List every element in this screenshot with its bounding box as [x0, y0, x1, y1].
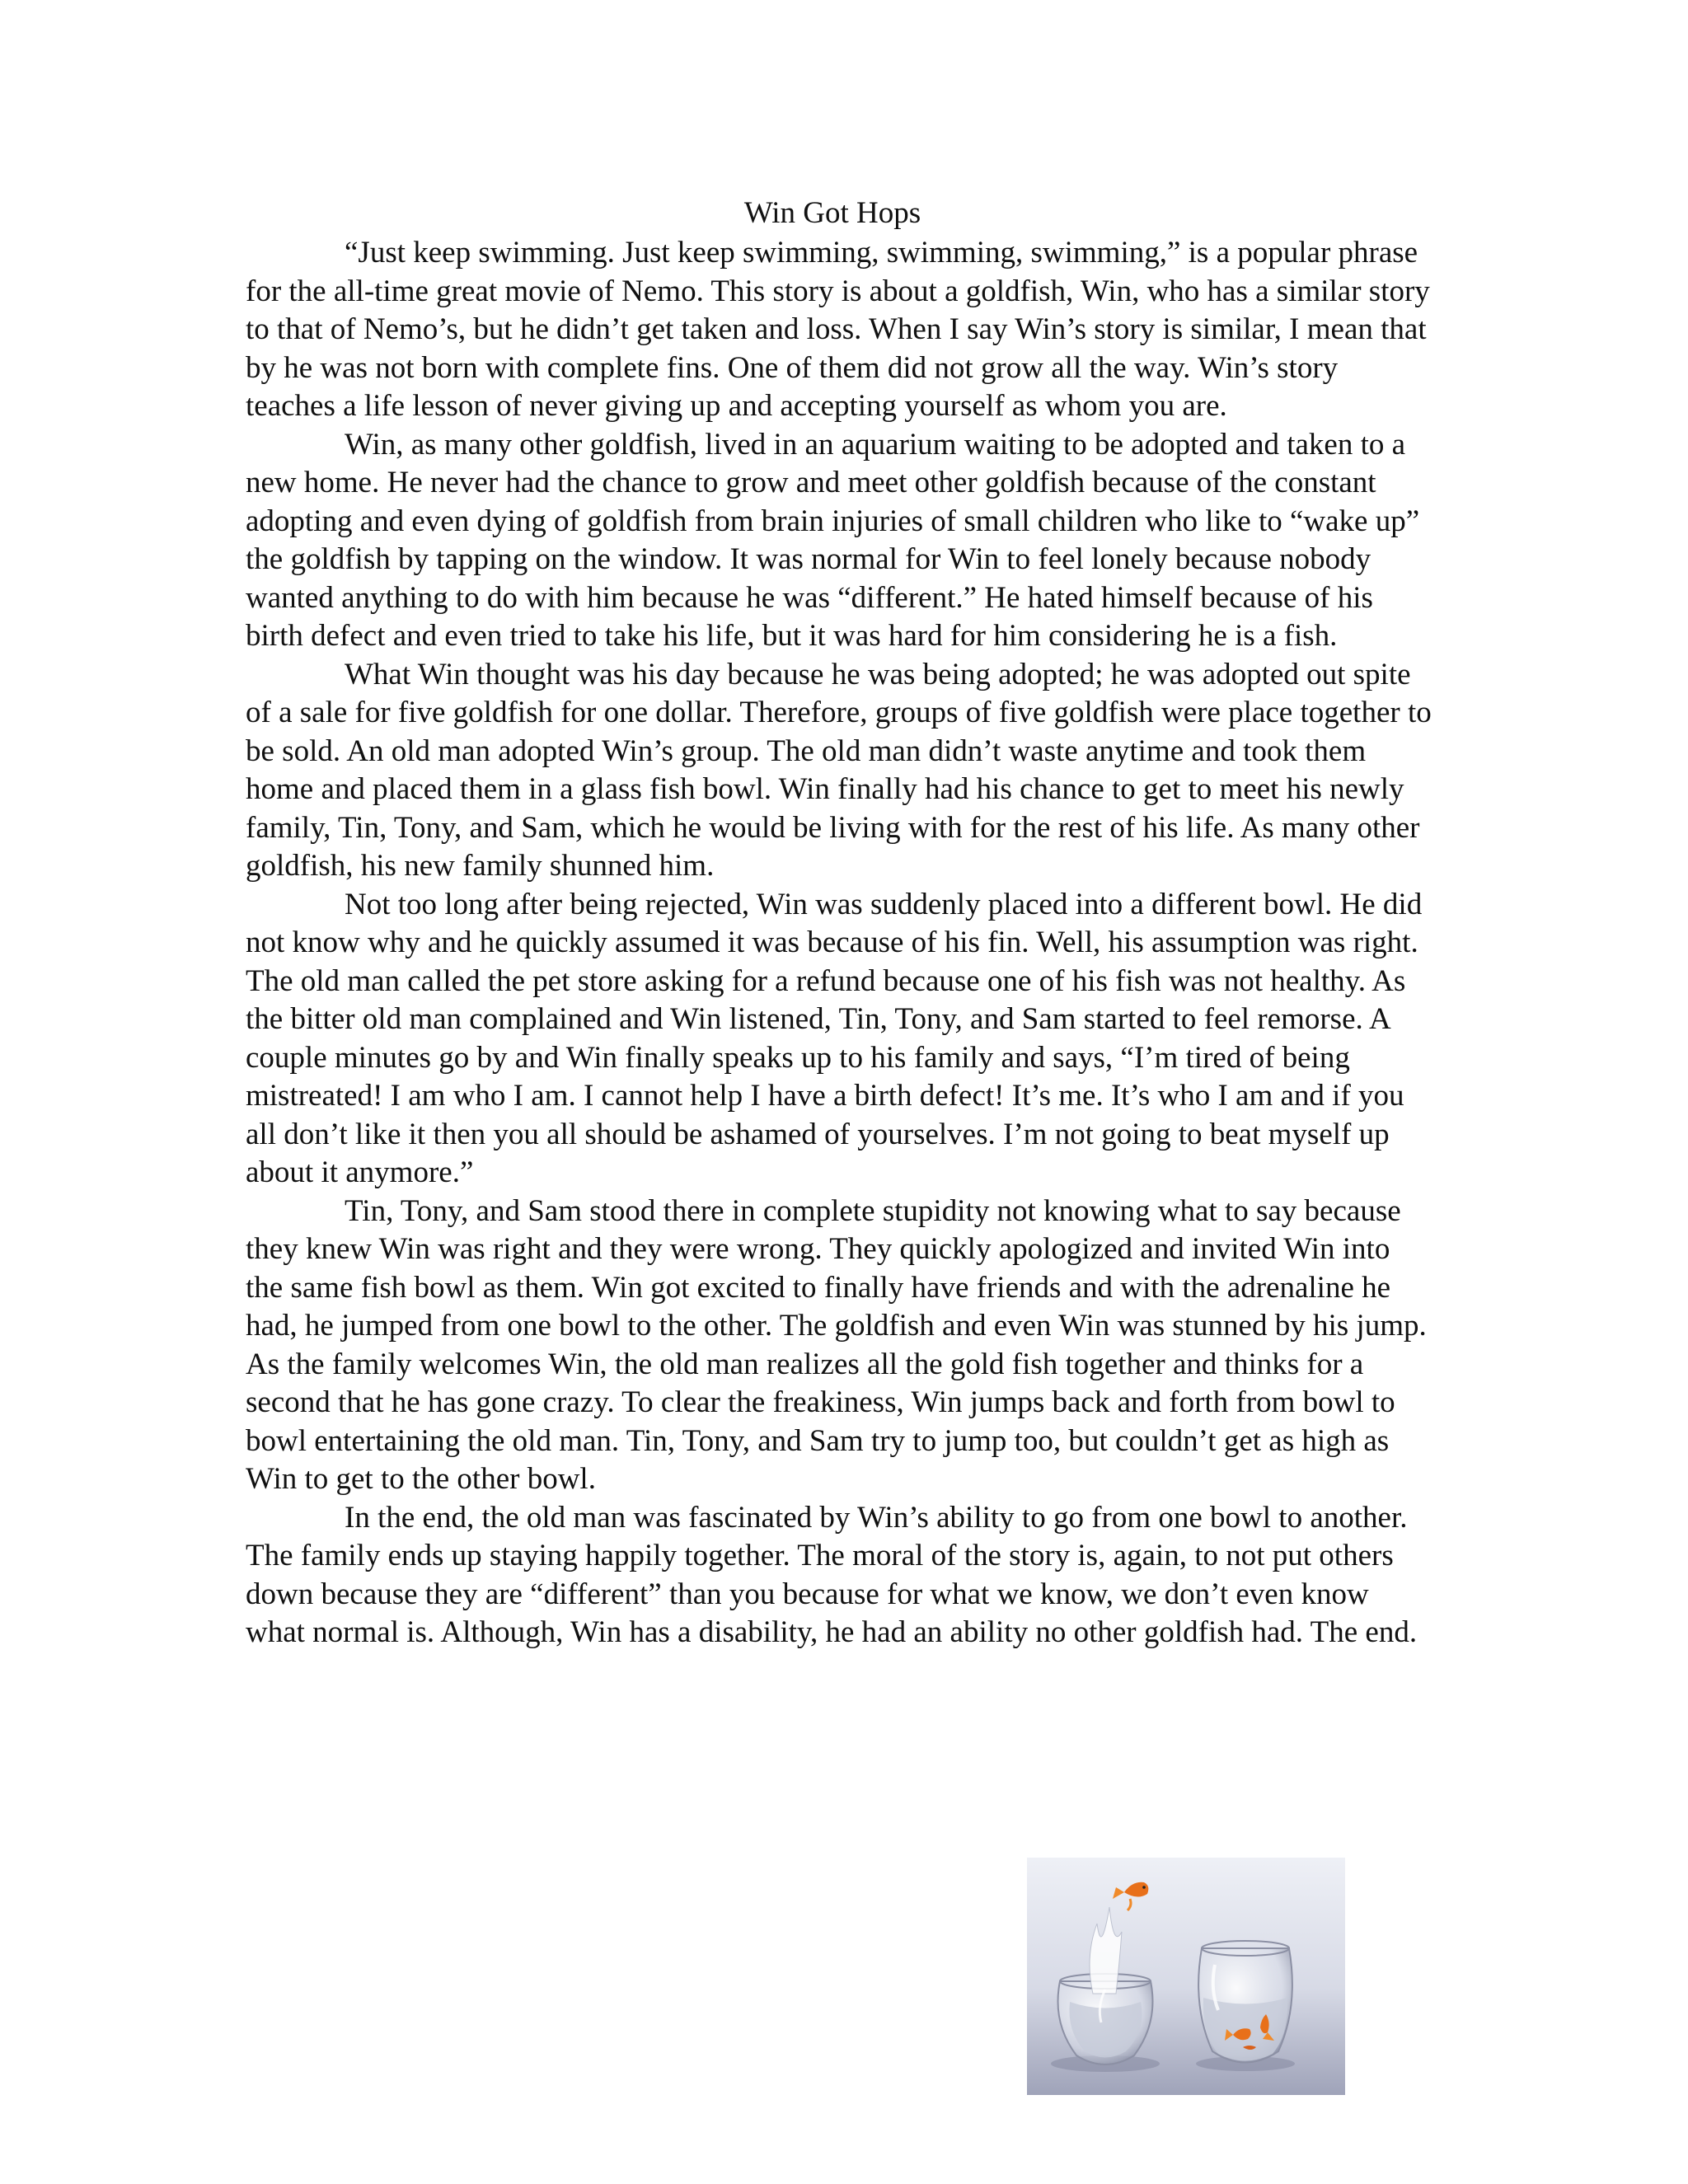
story-body [246, 234, 1432, 1652]
paragraph-6: In the end, the old man was fascinated by Win’s ability to go from one bowl to another. The family ends up staying happily together. The moral of the story is, again, to not put others down because they are “different” than you because for what we know, we don’t even know what normal is. Although, Win has a disability, he had an ability no other goldfish had. The end. [246, 1500, 1418, 1649]
document-title: Win Got Hops [743, 196, 921, 230]
paragraph-3: What Win thought was his day because he was being adopted; he was adopted out spite of a sale for five goldfish for one dollar. Therefore, groups of five goldfish were place together to be sold. An old man adopted Win’s group. The old man didn’t waste anytime and took them home and placed them in a glass fish bowl. Win finally had his chance to get to meet his newly family, Tin, Tony, and Sam, which he would be living with for the rest of his life. As many other goldfish, his new family shunned him. [246, 657, 1432, 883]
paragraph-5: Tin, Tony, and Sam stood there in complete stupidity not knowing what to say because they knew Win was right and they were wrong. They quickly apologized and invited Win into the same fish bowl as them. Win got excited to finally have friends and with the adrenaline he had, he jumped from one bowl to the other. The goldfish and even Win was stunned by his jump. As the family welcomes Win, the old man realizes all the gold fish together and thinks for a second that he has gone crazy. To clear the freakiness, Win jumps back and forth from bowl to bowl entertaining the old man. Tin, Tony, and Sam try to jump too, but couldn’t get as high as Win to get to the other bowl. [246, 1193, 1427, 1496]
paragraph-1: “Just keep swimming. Just keep swimming, swimming, swimming,” is a popular phrase for the all-time great movie of Nemo. This story is about a goldfish, Win, who has a similar story to that of Nemo’s, but he didn’t get taken and loss. When I say Win’s story is similar, I mean that by he was not born with complete fins. One of them did not grow all the way. Win’s story teaches a life lesson of never giving up and accepting yourself as whom you are. [246, 236, 1430, 423]
goldfish-bowls-illustration [1027, 1858, 1345, 2095]
paragraph-4: Not too long after being rejected, Win was suddenly placed into a different bowl. He did not know why and he quickly assumed it was because of his fin. Well, his assumption was right. The old man called the pet store asking for a refund because one of his fish was not healthy. As the bitter old man complained and Win listened, Tin, Tony, and Sam started to feel remorse. A couple minutes go by and Win finally speaks up to his family and says, “I’m tired of being mistreated! I am who I am. I cannot help I have a birth defect! It’s me. It’s who I am and if you all don’t like it then you all should be ashamed of yourselves. I’m not going to beat myself up about it anymore.” [246, 887, 1423, 1189]
paragraph-2: Win, as many other goldfish, lived in an aquarium waiting to be adopted and taken to a new home. He never had the chance to grow and meet other goldfish because of the constant adopting and even dying of goldfish from brain injuries of small children who like to “wake up” the goldfish by tapping on the window. It was normal for Win to feel lonely because nobody wanted anything to do with him because he was “different.” He hated himself because of his birth defect and even tried to take his life, but it was hard for him considering he is a fish. [246, 427, 1420, 653]
goldfish-jumping-between-bowls-image [1027, 1858, 1345, 2095]
